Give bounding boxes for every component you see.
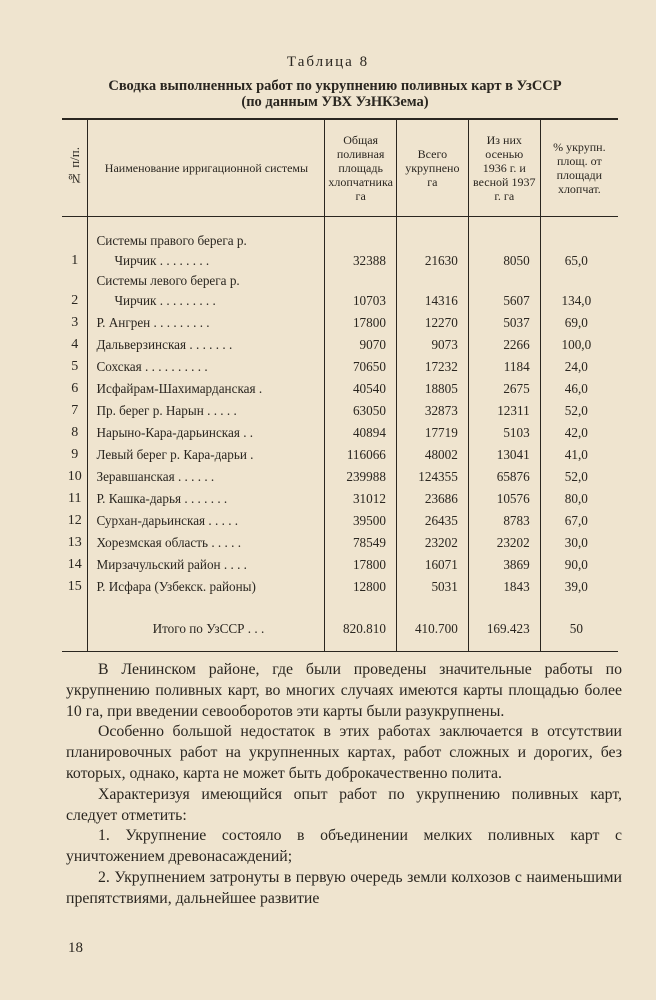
percent: 69,0 — [540, 311, 618, 333]
total-enlarged: 12270 — [396, 311, 468, 333]
percent: 67,0 — [540, 509, 618, 531]
table-row — [62, 399, 618, 421]
table-row — [62, 377, 618, 399]
total-enlarged: 5031 — [396, 575, 468, 597]
total-percent: 50 — [540, 597, 618, 652]
cotton-area: 32388 — [325, 217, 397, 272]
row-number: 4 — [71, 337, 79, 352]
cotton-area: 70650 — [325, 355, 397, 377]
total-enlarged: 23686 — [396, 487, 468, 509]
total-enlarged: 410.700 — [396, 597, 468, 652]
cotton-area: 17800 — [325, 311, 397, 333]
table-row — [62, 531, 618, 553]
paragraph: 2. Укрупнением затронуты в первую очередь земли колхозов с наименьшими препятствиями, дальнейшее развитие — [66, 868, 622, 907]
total-enlarged: 14316 — [396, 271, 468, 311]
system-name: Исфайрам-Шахимарданская . — [88, 377, 325, 399]
total-enlarged: 17232 — [396, 355, 468, 377]
total-cotton-area: 820.810 — [325, 597, 397, 652]
table-row — [62, 355, 618, 377]
cotton-area: 9070 — [325, 333, 397, 355]
percent: 52,0 — [540, 399, 618, 421]
table-title-line-1: Сводка выполненных работ по укрупнению поливных карт в УзССР — [108, 78, 562, 94]
header-percent: % укрупн. площ. от площади хлопчат. — [540, 119, 618, 217]
header-autumn-spring: Из них осенью 1936 г. и весной 1937 г. га — [468, 119, 540, 217]
percent: 100,0 — [540, 333, 618, 355]
system-name: Дальверзинская . . . . . . . — [88, 333, 325, 355]
autumn-spring: 1843 — [468, 575, 540, 597]
autumn-spring: 5103 — [468, 421, 540, 443]
percent: 24,0 — [540, 355, 618, 377]
total-enlarged: 26435 — [396, 509, 468, 531]
autumn-spring: 2266 — [468, 333, 540, 355]
cotton-area: 40540 — [325, 377, 397, 399]
total-enlarged: 124355 — [396, 465, 468, 487]
table-row — [62, 443, 618, 465]
total-enlarged: 18805 — [396, 377, 468, 399]
system-name: Хорезмская область . . . . . — [88, 531, 325, 553]
paragraph: Особенно большой недостаток в этих работах заключается в отсутствии планировочных работ на укрупненных картах, работ сложных и дорогих, без которых, однако, карта не может быть доброкачественно полита. — [66, 723, 622, 782]
total-enlarged: 32873 — [396, 399, 468, 421]
percent: 39,0 — [540, 575, 618, 597]
table-title-line-2: (по данным УВХ УзНКЗема) — [241, 94, 429, 110]
system-name: Левый берег р. Кара-дарьи . — [88, 443, 325, 465]
table-row — [62, 465, 618, 487]
system-name: Сурхан-дарьинская . . . . . — [88, 509, 325, 531]
total-enlarged: 16071 — [396, 553, 468, 575]
autumn-spring: 23202 — [468, 531, 540, 553]
total-enlarged: 23202 — [396, 531, 468, 553]
autumn-spring: 2675 — [468, 377, 540, 399]
autumn-spring: 65876 — [468, 465, 540, 487]
system-name: Р. Исфара (Узбекск. районы) — [88, 575, 325, 597]
system-name-line-2: Чирчик . . . . . . . . . — [114, 293, 216, 308]
autumn-spring: 3869 — [468, 553, 540, 575]
header-total-enlarged: Всего укрупнено га — [396, 119, 468, 217]
row-number: 13 — [67, 535, 82, 550]
cotton-area: 10703 — [325, 271, 397, 311]
percent: 80,0 — [540, 487, 618, 509]
paragraph: 1. Укрупнение состояло в объединении мелких поливных карт с уничтожением древонасаждений; — [66, 827, 622, 866]
paragraph: В Ленинском районе, где были проведены значительные работы по укрупнению поливных карт, во многих случаях имеются карты площадью более 10 га, при введении севооборотов эти карты были разукрупнены. — [66, 661, 622, 720]
table-title — [40, 78, 630, 110]
percent: 41,0 — [540, 443, 618, 465]
system-name: Сохская . . . . . . . . . . — [88, 355, 325, 377]
row-number: 7 — [71, 403, 79, 418]
system-name — [88, 217, 325, 272]
body-text — [66, 660, 622, 910]
cotton-area: 116066 — [325, 443, 397, 465]
paragraph: Характеризуя имеющийся опыт работ по укрупнению поливных карт, следует отметить: — [66, 785, 622, 824]
cotton-area: 78549 — [325, 531, 397, 553]
row-number: 15 — [67, 579, 82, 594]
table-row — [62, 311, 618, 333]
system-name: Нарыно-Кара-дарьинская . . — [88, 421, 325, 443]
header-number: № п/п. — [62, 119, 88, 217]
header-system-name: Наименование ирригационной системы — [88, 119, 325, 217]
table-row — [62, 553, 618, 575]
works-summary-table — [62, 118, 618, 652]
system-name: Р. Кашка-дарья . . . . . . . — [88, 487, 325, 509]
cotton-area: 40894 — [325, 421, 397, 443]
row-number: 2 — [71, 293, 79, 308]
autumn-spring: 13041 — [468, 443, 540, 465]
table-row — [62, 333, 618, 355]
autumn-spring: 5037 — [468, 311, 540, 333]
table-header-row — [62, 119, 618, 217]
autumn-spring: 5607 — [468, 271, 540, 311]
total-label: Итого по УзССР . . . — [88, 597, 325, 652]
autumn-spring: 10576 — [468, 487, 540, 509]
percent: 30,0 — [540, 531, 618, 553]
cotton-area: 12800 — [325, 575, 397, 597]
system-name: Пр. берег р. Нарын . . . . . — [88, 399, 325, 421]
table-body — [62, 217, 618, 652]
autumn-spring: 8783 — [468, 509, 540, 531]
percent: 65,0 — [540, 217, 618, 272]
table-total-row — [62, 597, 618, 652]
autumn-spring: 1184 — [468, 355, 540, 377]
total-enlarged: 9073 — [396, 333, 468, 355]
row-number: 5 — [71, 359, 79, 374]
system-name-line-2: Чирчик . . . . . . . . — [114, 253, 210, 268]
row-number: 14 — [67, 557, 82, 572]
autumn-spring: 12311 — [468, 399, 540, 421]
table-caption: Таблица 8 — [286, 54, 370, 70]
table-row — [62, 509, 618, 531]
total-enlarged: 17719 — [396, 421, 468, 443]
table-row — [62, 271, 618, 311]
cotton-area: 17800 — [325, 553, 397, 575]
header-cotton-area: Общая поливная площадь хлопчатника га — [325, 119, 397, 217]
cotton-area: 63050 — [325, 399, 397, 421]
system-name-line-1: Системы правого берега р. — [96, 233, 247, 248]
page-number: 18 — [68, 940, 83, 956]
total-autumn-spring: 169.423 — [468, 597, 540, 652]
row-number: 1 — [71, 253, 79, 268]
percent: 134,0 — [540, 271, 618, 311]
autumn-spring: 8050 — [468, 217, 540, 272]
row-number: 8 — [71, 425, 79, 440]
row-number: 6 — [71, 381, 79, 396]
row-number: 12 — [67, 513, 82, 528]
percent: 90,0 — [540, 553, 618, 575]
percent: 52,0 — [540, 465, 618, 487]
system-name: Мирзачульский район . . . . — [88, 553, 325, 575]
table-row — [62, 421, 618, 443]
cotton-area: 31012 — [325, 487, 397, 509]
table-row — [62, 217, 618, 272]
cotton-area: 239988 — [325, 465, 397, 487]
total-number — [62, 597, 88, 652]
system-name — [88, 271, 325, 311]
row-number: 9 — [71, 447, 79, 462]
total-enlarged: 48002 — [396, 443, 468, 465]
percent: 46,0 — [540, 377, 618, 399]
system-name: Зеравшанская . . . . . . — [88, 465, 325, 487]
table-row — [62, 575, 618, 597]
row-number: 3 — [71, 315, 79, 330]
percent: 42,0 — [540, 421, 618, 443]
system-name-line-1: Системы левого берега р. — [96, 273, 240, 288]
cotton-area: 39500 — [325, 509, 397, 531]
table-row — [62, 487, 618, 509]
row-number: 10 — [67, 469, 82, 484]
row-number: 11 — [67, 491, 82, 506]
total-enlarged: 21630 — [396, 217, 468, 272]
system-name: Р. Ангрен . . . . . . . . . — [88, 311, 325, 333]
